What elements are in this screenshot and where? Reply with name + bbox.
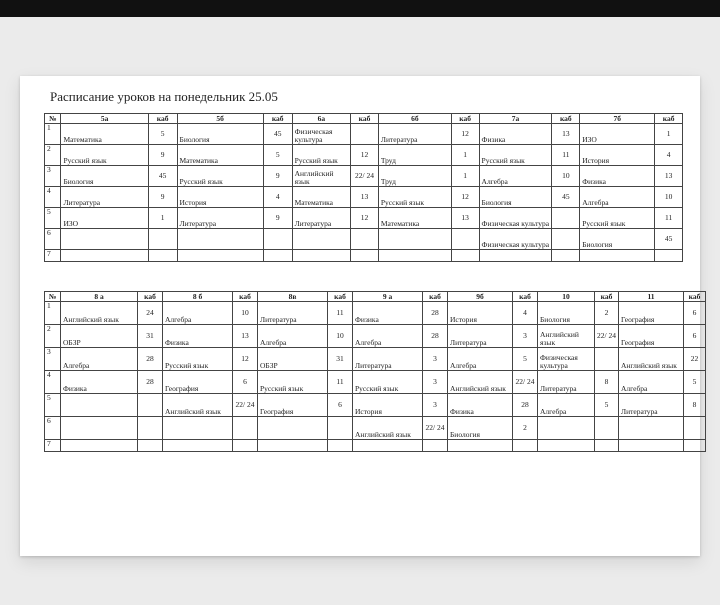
column-header-class: 8в — [258, 292, 328, 302]
subject-cell: Математика — [292, 187, 351, 208]
schedule-table-grades-5-7 — [44, 113, 683, 262]
room-cell: 10 — [655, 187, 683, 208]
subject-cell: Русский язык — [61, 145, 148, 166]
room-cell — [595, 348, 619, 371]
column-header-class: 8 б — [163, 292, 233, 302]
subject-cell: Русский язык — [292, 145, 351, 166]
table-row — [45, 417, 706, 440]
subject-cell — [61, 394, 138, 417]
table-row — [45, 124, 683, 145]
room-cell: 31 — [328, 348, 353, 371]
table-row — [45, 187, 683, 208]
room-cell: 13 — [451, 208, 479, 229]
subject-cell: Алгебра — [258, 325, 328, 348]
column-header-class: 6а — [292, 114, 351, 124]
subject-cell: Математика — [61, 124, 148, 145]
room-cell: 5 — [684, 371, 706, 394]
subject-cell — [353, 440, 423, 452]
table-row — [45, 229, 683, 250]
room-cell — [328, 417, 353, 440]
room-cell — [138, 440, 163, 452]
room-cell: 1 — [655, 124, 683, 145]
room-cell: 9 — [263, 208, 292, 229]
subject-cell: Английский язык — [353, 417, 423, 440]
lesson-number: 7 — [45, 250, 61, 262]
room-cell — [513, 440, 538, 452]
subject-cell: Литература — [448, 325, 513, 348]
table-header-row — [45, 114, 683, 124]
subject-cell: Труд — [378, 145, 451, 166]
room-cell: 2 — [595, 302, 619, 325]
subject-cell: География — [258, 394, 328, 417]
subject-cell — [163, 440, 233, 452]
room-cell: 28 — [423, 325, 448, 348]
lesson-number: 6 — [45, 229, 61, 250]
subject-cell: Литература — [258, 302, 328, 325]
subject-cell: Русский язык — [580, 208, 655, 229]
column-header-class: 10 — [538, 292, 595, 302]
column-header-class: 9б — [448, 292, 513, 302]
room-cell — [684, 417, 706, 440]
room-cell: 45 — [148, 166, 177, 187]
room-cell: 28 — [513, 394, 538, 417]
lesson-number: 4 — [45, 187, 61, 208]
room-cell: 12 — [351, 208, 379, 229]
subject-cell: Физика — [448, 394, 513, 417]
subject-cell: Английский язык — [292, 166, 351, 187]
room-cell: 11 — [328, 302, 353, 325]
table-row — [45, 145, 683, 166]
room-cell: 11 — [328, 371, 353, 394]
table-row — [45, 394, 706, 417]
lesson-number: 2 — [45, 145, 61, 166]
lesson-number: 1 — [45, 124, 61, 145]
subject-cell: География — [619, 325, 684, 348]
subject-cell: Алгебра — [163, 302, 233, 325]
room-cell: 12 — [451, 187, 479, 208]
room-cell: 12 — [233, 348, 258, 371]
subject-cell — [292, 229, 351, 250]
column-header-room: каб — [328, 292, 353, 302]
subject-cell: Физика — [163, 325, 233, 348]
column-header-room: каб — [263, 114, 292, 124]
room-cell: 11 — [655, 208, 683, 229]
column-header-room: каб — [138, 292, 163, 302]
room-cell: 5 — [595, 394, 619, 417]
room-cell: 45 — [655, 229, 683, 250]
subject-cell: Физическая культура — [479, 229, 552, 250]
subject-cell — [177, 229, 263, 250]
room-cell: 12 — [351, 145, 379, 166]
subject-cell: Физика — [61, 371, 138, 394]
room-cell: 1 — [451, 166, 479, 187]
table-row — [45, 302, 706, 325]
schedule-table-grades-8-11 — [44, 291, 706, 452]
subject-cell: Труд — [378, 166, 451, 187]
subject-cell: Биология — [448, 417, 513, 440]
subject-cell: Литература — [538, 371, 595, 394]
subject-cell: Математика — [177, 145, 263, 166]
subject-cell: Литература — [619, 394, 684, 417]
subject-cell: Русский язык — [378, 187, 451, 208]
subject-cell: Литература — [177, 208, 263, 229]
room-cell — [138, 417, 163, 440]
room-cell: 13 — [552, 124, 580, 145]
room-cell — [263, 250, 292, 262]
table-row — [45, 250, 683, 262]
room-cell: 22/ 24 — [351, 166, 379, 187]
subject-cell — [538, 440, 595, 452]
table-row — [45, 208, 683, 229]
subject-cell — [292, 250, 351, 262]
room-cell: 28 — [423, 302, 448, 325]
lesson-number: 6 — [45, 417, 61, 440]
subject-cell: ОБЗР — [258, 348, 328, 371]
room-cell: 5 — [513, 348, 538, 371]
room-cell — [351, 229, 379, 250]
subject-cell: Физика — [580, 166, 655, 187]
lesson-number: 5 — [45, 208, 61, 229]
lesson-number: 5 — [45, 394, 61, 417]
subject-cell: Математика — [378, 208, 451, 229]
room-cell: 45 — [263, 124, 292, 145]
room-cell: 3 — [423, 394, 448, 417]
room-cell: 9 — [263, 166, 292, 187]
room-cell — [595, 417, 619, 440]
subject-cell — [448, 440, 513, 452]
column-header-number: № — [45, 292, 61, 302]
room-cell — [451, 250, 479, 262]
column-header-room: каб — [684, 292, 706, 302]
lesson-number: 2 — [45, 325, 61, 348]
table-row — [45, 166, 683, 187]
room-cell: 4 — [513, 302, 538, 325]
room-cell — [655, 250, 683, 262]
room-cell — [552, 250, 580, 262]
lesson-number: 4 — [45, 371, 61, 394]
subject-cell: Литература — [378, 124, 451, 145]
room-cell: 3 — [513, 325, 538, 348]
room-cell: 24 — [138, 302, 163, 325]
subject-cell: Алгебра — [538, 394, 595, 417]
subject-cell: Биология — [580, 229, 655, 250]
document-page — [20, 76, 700, 556]
room-cell: 1 — [148, 208, 177, 229]
room-cell: 6 — [328, 394, 353, 417]
room-cell: 28 — [138, 371, 163, 394]
subject-cell: Русский язык — [177, 166, 263, 187]
room-cell — [233, 440, 258, 452]
subject-cell: Алгебра — [580, 187, 655, 208]
subject-cell — [61, 229, 148, 250]
column-header-class: 11 — [619, 292, 684, 302]
page-title: Расписание уроков на понедельник 25.05 — [50, 89, 278, 104]
room-cell: 4 — [263, 187, 292, 208]
subject-cell: Биология — [479, 187, 552, 208]
subject-cell: Литература — [292, 208, 351, 229]
table-row — [45, 348, 706, 371]
subject-cell: История — [448, 302, 513, 325]
subject-cell — [258, 417, 328, 440]
subject-cell — [378, 250, 451, 262]
subject-cell: ИЗО — [61, 208, 148, 229]
room-cell: 10 — [328, 325, 353, 348]
room-cell: 3 — [423, 371, 448, 394]
room-cell: 5 — [263, 145, 292, 166]
subject-cell — [378, 229, 451, 250]
room-cell: 5 — [148, 124, 177, 145]
lesson-number: 3 — [45, 348, 61, 371]
subject-cell: История — [353, 394, 423, 417]
table-row — [45, 371, 706, 394]
subject-cell: Русский язык — [258, 371, 328, 394]
room-cell: 10 — [233, 302, 258, 325]
subject-cell — [538, 417, 595, 440]
column-header-room: каб — [451, 114, 479, 124]
column-header-number: № — [45, 114, 61, 124]
subject-cell: Английский язык — [538, 325, 595, 348]
subject-cell: Физическая культура — [479, 208, 552, 229]
subject-cell — [61, 417, 138, 440]
room-cell: 9 — [148, 187, 177, 208]
room-cell: 3 — [423, 348, 448, 371]
column-header-class: 5а — [61, 114, 148, 124]
room-cell: 8 — [684, 394, 706, 417]
room-cell — [423, 440, 448, 452]
subject-cell: География — [163, 371, 233, 394]
subject-cell: Английский язык — [448, 371, 513, 394]
room-cell: 6 — [684, 302, 706, 325]
subject-cell: Биология — [177, 124, 263, 145]
subject-cell: Литература — [61, 187, 148, 208]
subject-cell: Русский язык — [479, 145, 552, 166]
room-cell: 6 — [233, 371, 258, 394]
subject-cell: Алгебра — [619, 371, 684, 394]
room-cell: 8 — [595, 371, 619, 394]
subject-cell — [163, 417, 233, 440]
subject-cell: Алгебра — [448, 348, 513, 371]
room-cell: 13 — [351, 187, 379, 208]
room-cell: 9 — [148, 145, 177, 166]
room-cell — [148, 250, 177, 262]
subject-cell — [479, 250, 552, 262]
column-header-room: каб — [513, 292, 538, 302]
room-cell: 22 — [684, 348, 706, 371]
lesson-number: 3 — [45, 166, 61, 187]
subject-cell: Физическая культура — [538, 348, 595, 371]
column-header-room: каб — [351, 114, 379, 124]
subject-cell — [61, 440, 138, 452]
column-header-room: каб — [148, 114, 177, 124]
column-header-class: 7а — [479, 114, 552, 124]
lesson-number: 7 — [45, 440, 61, 452]
room-cell — [552, 208, 580, 229]
subject-cell: Биология — [61, 166, 148, 187]
subject-cell — [580, 250, 655, 262]
room-cell: 2 — [513, 417, 538, 440]
table-row — [45, 440, 706, 452]
column-header-class: 9 а — [353, 292, 423, 302]
column-header-room: каб — [552, 114, 580, 124]
column-header-room: каб — [233, 292, 258, 302]
subject-cell — [619, 440, 684, 452]
column-header-room: каб — [655, 114, 683, 124]
room-cell: 22/ 24 — [595, 325, 619, 348]
column-header-room: каб — [423, 292, 448, 302]
top-bar — [0, 0, 720, 17]
subject-cell: ОБЗР — [61, 325, 138, 348]
room-cell — [233, 417, 258, 440]
room-cell — [552, 229, 580, 250]
subject-cell: История — [580, 145, 655, 166]
subject-cell: Физика — [479, 124, 552, 145]
room-cell — [263, 229, 292, 250]
column-header-class: 6б — [378, 114, 451, 124]
subject-cell: География — [619, 302, 684, 325]
subject-cell — [61, 250, 148, 262]
column-header-class: 5б — [177, 114, 263, 124]
subject-cell: История — [177, 187, 263, 208]
room-cell: 45 — [552, 187, 580, 208]
room-cell: 1 — [451, 145, 479, 166]
room-cell: 28 — [138, 348, 163, 371]
subject-cell: ИЗО — [580, 124, 655, 145]
room-cell: 13 — [233, 325, 258, 348]
subject-cell: Алгебра — [61, 348, 138, 371]
subject-cell: Физическая культура — [292, 124, 351, 145]
subject-cell: Русский язык — [353, 371, 423, 394]
room-cell: 22/ 24 — [233, 394, 258, 417]
room-cell — [351, 124, 379, 145]
subject-cell: Английский язык — [163, 394, 233, 417]
subject-cell: Биология — [538, 302, 595, 325]
room-cell: 31 — [138, 325, 163, 348]
subject-cell — [258, 440, 328, 452]
room-cell: 22/ 24 — [423, 417, 448, 440]
room-cell — [451, 229, 479, 250]
table-row — [45, 325, 706, 348]
subject-cell: Английский язык — [619, 348, 684, 371]
room-cell: 6 — [684, 325, 706, 348]
subject-cell: Алгебра — [479, 166, 552, 187]
subject-cell: Физика — [353, 302, 423, 325]
room-cell: 4 — [655, 145, 683, 166]
room-cell — [138, 394, 163, 417]
room-cell — [684, 440, 706, 452]
column-header-class: 8 а — [61, 292, 138, 302]
room-cell: 11 — [552, 145, 580, 166]
subject-cell: Литература — [353, 348, 423, 371]
column-header-class: 7б — [580, 114, 655, 124]
subject-cell: Английский язык — [61, 302, 138, 325]
column-header-room: каб — [595, 292, 619, 302]
subject-cell — [177, 250, 263, 262]
room-cell — [351, 250, 379, 262]
lesson-number: 1 — [45, 302, 61, 325]
subject-cell: Русский язык — [163, 348, 233, 371]
table-header-row — [45, 292, 706, 302]
room-cell: 12 — [451, 124, 479, 145]
room-cell — [148, 229, 177, 250]
room-cell — [595, 440, 619, 452]
subject-cell — [619, 417, 684, 440]
room-cell: 22/ 24 — [513, 371, 538, 394]
room-cell: 13 — [655, 166, 683, 187]
room-cell: 10 — [552, 166, 580, 187]
subject-cell: Алгебра — [353, 325, 423, 348]
room-cell — [328, 440, 353, 452]
